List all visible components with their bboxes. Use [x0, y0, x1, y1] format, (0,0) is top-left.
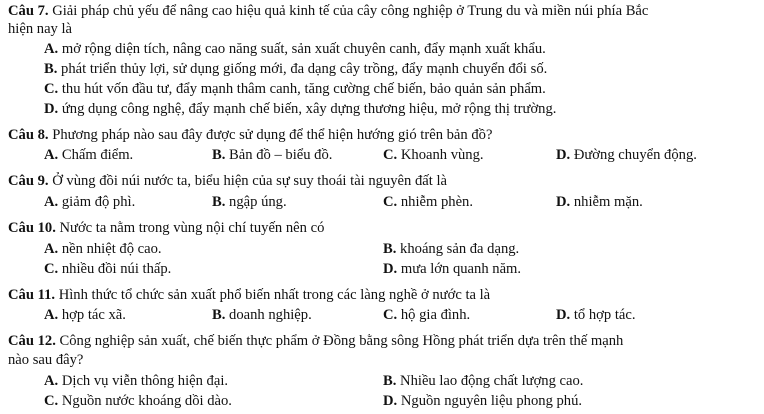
option-7b: [44, 60, 547, 78]
question-12-stem-cont: nào sau đây?: [8, 352, 84, 368]
question-text: Giải pháp chủ yếu để nâng cao hiệu quả kinh tế của cây công nghiệp ở Trung du và miền núi phía Bắc: [52, 3, 649, 19]
option-letter: B.: [212, 194, 226, 210]
question-text: Công nghiệp sản xuất, chế biến thực phẩm ở Đồng bằng sông Hồng phát triển dựa trên thế mạnh: [59, 333, 624, 349]
option-text: nhiều đồi núi thấp.: [61, 261, 172, 277]
option-12d: [383, 392, 582, 410]
option-text: hợp tác xã.: [61, 307, 126, 323]
option-letter: C.: [44, 393, 59, 409]
option-text: Nguồn nước khoáng dồi dào.: [61, 393, 232, 409]
option-text: mưa lớn quanh năm.: [400, 261, 522, 277]
option-text: thu hút vốn đầu tư, đẩy mạnh thâm canh, tăng cường chế biến, bảo quản sản phẩm.: [61, 81, 546, 97]
option-letter: A.: [44, 307, 59, 323]
option-8b: [212, 146, 332, 164]
option-letter: D.: [556, 194, 571, 210]
question-number: Câu 9.: [8, 173, 49, 189]
option-text: hộ gia đình.: [400, 307, 471, 323]
question-number: Câu 7.: [8, 3, 49, 19]
option-letter: A.: [44, 373, 59, 389]
question-number: Câu 12.: [8, 333, 56, 349]
option-11a: [44, 306, 126, 324]
question-11-stem: [8, 286, 490, 304]
option-text: Bản đồ – biểu đồ.: [229, 147, 333, 163]
option-letter: C.: [383, 194, 398, 210]
option-text: ngập úng.: [229, 194, 287, 210]
option-text: giảm độ phì.: [61, 194, 136, 210]
option-9a: [44, 193, 135, 211]
option-letter: D.: [556, 307, 571, 323]
option-letter: B.: [212, 307, 226, 323]
option-text: Khoanh vùng.: [400, 147, 484, 163]
question-number: Câu 10.: [8, 220, 56, 236]
question-text: Hình thức tổ chức sản xuất phổ biến nhất trong các làng nghề ở nước ta là: [58, 287, 491, 303]
option-12a: [44, 372, 228, 390]
option-12b: [383, 372, 583, 390]
question-9-stem: [8, 172, 447, 190]
option-10a: [44, 240, 162, 258]
question-text: Ở vùng đồi núi nước ta, biểu hiện của sự suy thoái tài nguyên đất là: [52, 173, 447, 189]
question-text: Phương pháp nào sau đây được sử dụng để thể hiện hướng gió trên bản đồ?: [52, 127, 493, 143]
option-text: tổ hợp tác.: [573, 307, 636, 323]
option-letter: A.: [44, 241, 59, 257]
option-letter: A.: [44, 147, 59, 163]
option-text: doanh nghiệp.: [229, 307, 312, 323]
option-text: ứng dụng công nghệ, đẩy mạnh chế biến, xây dựng thương hiệu, mở rộng thị trường.: [61, 101, 557, 117]
question-7-stem-cont: hiện nay là: [8, 21, 73, 37]
option-text: Dịch vụ viễn thông hiện đại.: [61, 373, 229, 389]
option-letter: B.: [383, 373, 397, 389]
option-letter: C.: [44, 81, 59, 97]
option-12c: [44, 392, 232, 410]
question-8-stem: [8, 126, 492, 144]
option-text: Chấm điểm.: [61, 147, 134, 163]
option-letter: D.: [383, 393, 398, 409]
option-letter: B.: [383, 241, 397, 257]
option-letter: D.: [383, 261, 398, 277]
option-letter: C.: [44, 261, 59, 277]
option-letter: D.: [44, 101, 59, 117]
question-number: Câu 11.: [8, 287, 56, 303]
option-text: Nhiều lao động chất lượng cao.: [400, 373, 584, 389]
option-7c: [44, 80, 546, 98]
option-10d: [383, 260, 521, 278]
question-10-stem: [8, 219, 324, 237]
option-text: nhiễm phèn.: [400, 194, 474, 210]
option-8c: [383, 146, 484, 164]
option-9d: [556, 193, 643, 211]
option-letter: B.: [44, 61, 58, 77]
option-11b: [212, 306, 312, 324]
option-letter: B.: [212, 147, 226, 163]
option-8a: [44, 146, 133, 164]
option-text: khoáng sản đa dạng.: [400, 241, 520, 257]
option-11c: [383, 306, 470, 324]
option-letter: D.: [556, 147, 571, 163]
option-letter: C.: [383, 307, 398, 323]
option-letter: A.: [44, 194, 59, 210]
question-text: Nước ta nằm trong vùng nội chí tuyến nên có: [59, 220, 325, 236]
option-text: Đường chuyển động.: [573, 147, 697, 163]
option-9b: [212, 193, 287, 211]
option-letter: A.: [44, 41, 59, 57]
option-10b: [383, 240, 519, 258]
question-12-stem: [8, 332, 623, 350]
option-text: Nguồn nguyên liệu phong phú.: [400, 393, 583, 409]
option-text: nhiễm mặn.: [573, 194, 643, 210]
option-10c: [44, 260, 171, 278]
option-letter: C.: [383, 147, 398, 163]
option-7d: [44, 100, 556, 118]
option-9c: [383, 193, 473, 211]
option-8d: [556, 146, 697, 164]
option-7a: [44, 40, 546, 58]
option-11d: [556, 306, 635, 324]
option-text: nền nhiệt độ cao.: [61, 241, 162, 257]
option-text: phát triển thủy lợi, sử dụng giống mới, đa dạng cây trồng, đẩy mạnh chuyển đổi số.: [61, 61, 548, 77]
option-text: mở rộng diện tích, nâng cao năng suất, sản xuất chuyên canh, đẩy mạnh xuất khẩu.: [61, 41, 546, 57]
question-number: Câu 8.: [8, 127, 49, 143]
question-7-stem: [8, 2, 648, 20]
